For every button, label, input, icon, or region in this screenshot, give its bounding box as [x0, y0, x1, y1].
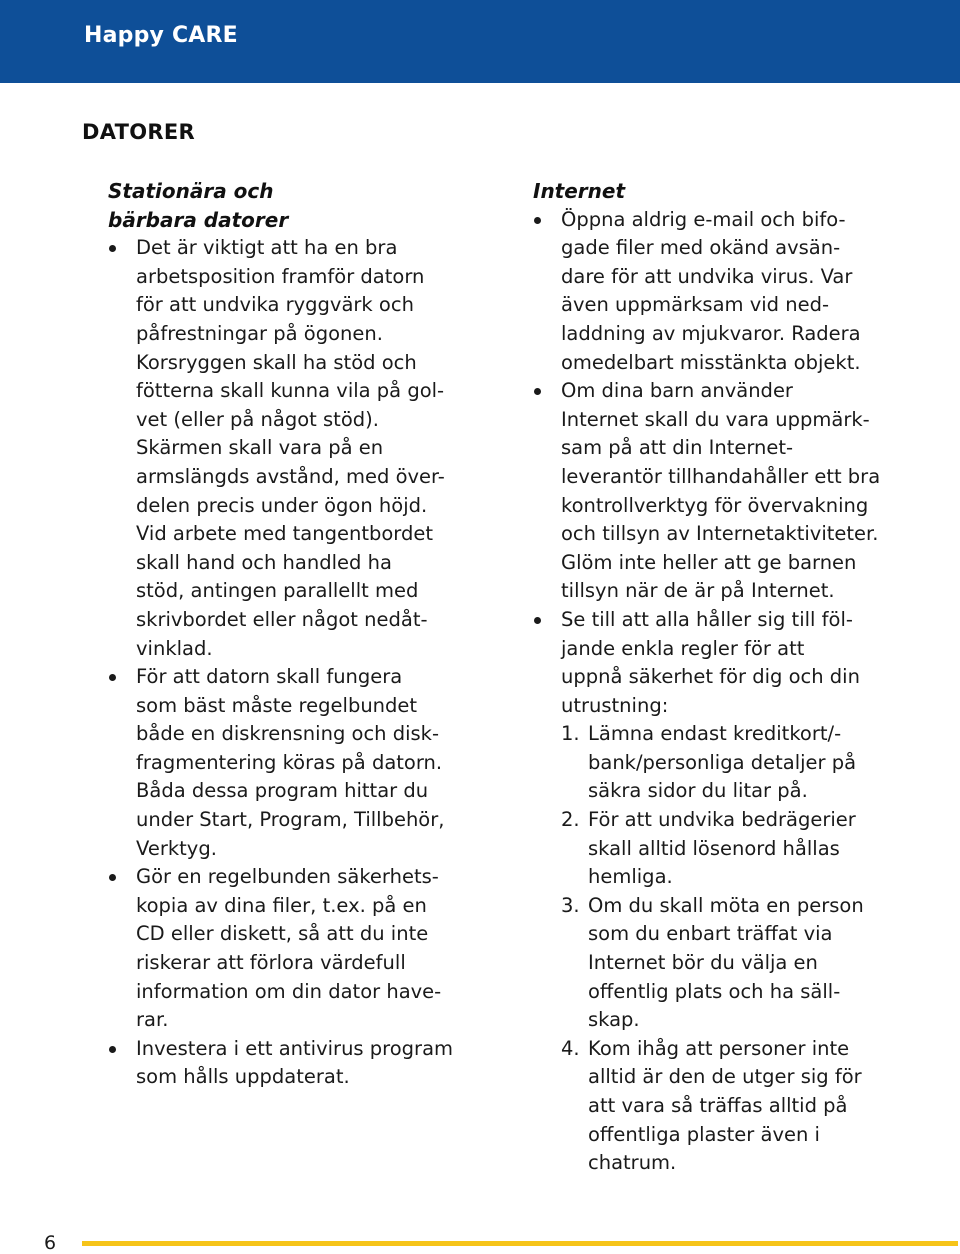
text-line: CD eller diskett, så att du inte	[136, 922, 429, 946]
text-line: hemliga.	[588, 865, 673, 889]
text-line: omedelbart misstänkta objekt.	[561, 350, 861, 374]
section-title-computers	[108, 177, 438, 234]
text-line: skrivbordet eller något nedåt-	[136, 607, 428, 631]
text-line: Internet skall du vara uppmärk-	[561, 407, 870, 431]
text-line: som du enbart träffat via	[588, 922, 833, 946]
rules-numbered-list	[561, 720, 863, 1178]
section-title-line: Internet	[533, 179, 626, 203]
list-number: 1.	[561, 722, 580, 746]
computers-bullet-list	[108, 234, 454, 1092]
text-line: vet (eller på något stöd).	[136, 407, 379, 431]
bullet-icon	[534, 617, 541, 624]
text-line: offentliga plaster även i	[588, 1122, 820, 1146]
text-line: skall alltid lösenord hållas	[588, 836, 840, 860]
text-line: kopia av dina filer, t.ex. på en	[136, 893, 427, 917]
text-line: Öppna aldrig e-mail och bifo-	[561, 207, 846, 231]
bullet-icon	[534, 388, 541, 395]
text-line: Om du skall möta en person	[588, 893, 864, 917]
text-line: chatrum.	[588, 1151, 677, 1175]
header-bar	[0, 0, 960, 83]
text-line: och tillsyn av Internetaktiviteter.	[561, 522, 879, 546]
text-line: tillsyn när de är på Internet.	[561, 579, 835, 603]
text-line: påfrestningar på ögonen.	[136, 321, 383, 345]
text-line: Det är viktigt att ha en bra	[136, 236, 398, 260]
text-line: För att datorn skall fungera	[136, 665, 403, 689]
text-line: rar.	[136, 1008, 169, 1032]
list-item	[108, 663, 445, 863]
text-line: som hålls uppdaterat.	[136, 1065, 350, 1089]
text-line: riskerar att förlora värdefull	[136, 951, 406, 975]
text-line: Korsryggen skall ha stöd och	[136, 350, 417, 374]
list-item	[533, 377, 881, 606]
text-line: för att undvika ryggvärk och	[136, 293, 414, 317]
text-line: Glöm inte heller att ge barnen	[561, 550, 857, 574]
bullet-icon	[534, 217, 541, 224]
text-line: fragmentering köras på datorn.	[136, 750, 443, 774]
list-number: 3.	[561, 893, 580, 917]
text-line: Om dina barn använder	[561, 379, 793, 403]
text-line: armslängds avstånd, med över-	[136, 464, 445, 488]
text-line: kontrollverktyg för övervakning	[561, 493, 869, 517]
right-column	[533, 177, 881, 1178]
text-line: För att undvika bedrägerier	[588, 808, 856, 832]
text-line: skap.	[588, 1008, 640, 1032]
list-item	[533, 206, 863, 378]
list-item	[561, 1035, 863, 1178]
text-line: Båda dessa program hittar du	[136, 779, 429, 803]
list-number: 4.	[561, 1036, 580, 1060]
text-line: som bäst måste regelbundet	[136, 693, 418, 717]
text-line: vinklad.	[136, 636, 213, 660]
text-line: skall hand och handled ha	[136, 550, 392, 574]
text-line: information om din dator have-	[136, 979, 442, 1003]
text-line: Verktyg.	[136, 836, 217, 860]
list-item	[533, 606, 863, 1178]
bullet-icon	[109, 1046, 116, 1053]
text-line: sam på att din Internet-	[561, 436, 794, 460]
bullet-icon	[109, 245, 116, 252]
bullet-icon	[109, 674, 116, 681]
footer-rule	[82, 1241, 958, 1246]
text-line: fötterna skall kunna vila på gol-	[136, 379, 445, 403]
list-item	[561, 806, 863, 892]
text-line: offentlig plats och ha säll-	[588, 979, 841, 1003]
text-line: alltid är den de utger sig för	[588, 1065, 862, 1089]
text-line: Gör en regelbunden säkerhets-	[136, 865, 439, 889]
list-item	[561, 892, 863, 1035]
list-item	[108, 234, 445, 663]
text-line: uppnå säkerhet för dig och din	[561, 665, 860, 689]
text-line: jande enkla regler för att	[561, 636, 805, 660]
text-line: Kom ihåg att personer inte	[588, 1036, 850, 1060]
text-line: Internet bör du välja en	[588, 951, 818, 975]
text-line: både en diskrensning och disk-	[136, 722, 440, 746]
internet-bullet-list	[533, 206, 881, 1178]
left-column	[108, 177, 454, 1092]
text-line: laddning av mjukvaror. Radera	[561, 321, 861, 345]
section-title-line: Stationära och	[108, 179, 274, 203]
page-heading: DATORER	[82, 120, 196, 144]
text-line: säkra sidor du litar på.	[588, 779, 808, 803]
list-item	[108, 1035, 454, 1092]
text-line: att vara så träffas alltid på	[588, 1094, 848, 1117]
text-line: Se till att alla håller sig till föl-	[561, 607, 853, 631]
list-item	[108, 863, 442, 1035]
list-number: 2.	[561, 808, 580, 832]
text-line: delen precis under ögon höjd.	[136, 493, 428, 517]
text-line: gade filer med okänd avsän-	[561, 236, 841, 260]
text-line: bank/personliga detaljer på	[588, 750, 857, 774]
page-number: 6	[44, 1232, 57, 1254]
bullet-icon	[109, 874, 116, 881]
section-title-internet	[533, 177, 863, 206]
text-line: även uppmärksam vid ned-	[561, 293, 830, 317]
text-line: under Start, Program, Tillbehör,	[136, 808, 445, 832]
section-title-line: bärbara datorer	[108, 207, 289, 232]
text-line: Investera i ett antivirus program	[136, 1036, 454, 1060]
brand-title: Happy CARE	[84, 23, 238, 48]
text-line: Skärmen skall vara på en	[136, 436, 384, 460]
text-line: arbetsposition framför datorn	[136, 264, 425, 288]
text-line: leverantör tillhandahåller ett bra	[561, 464, 881, 488]
text-line: Vid arbete med tangentbordet	[136, 522, 433, 546]
text-line: Lämna endast kreditkort/-	[588, 722, 842, 746]
list-item	[561, 720, 863, 806]
text-line: dare för att undvika virus. Var	[561, 264, 853, 288]
text-line: utrustning:	[561, 693, 669, 717]
text-line: stöd, antingen parallellt med	[136, 579, 419, 603]
